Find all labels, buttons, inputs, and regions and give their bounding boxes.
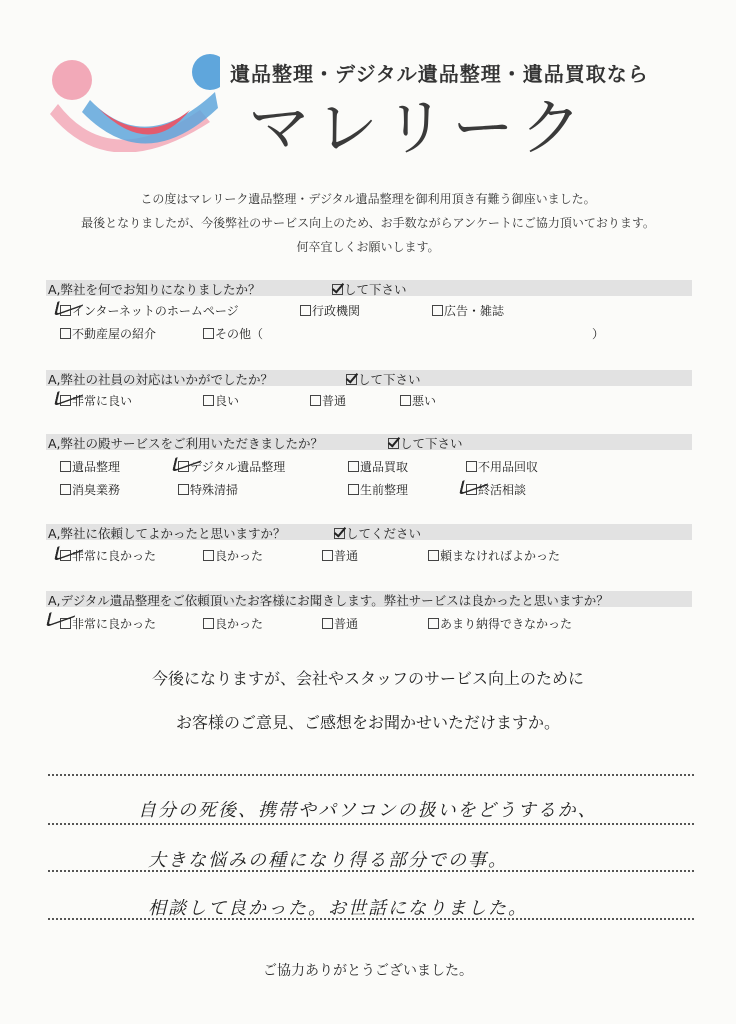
checkbox[interactable] <box>203 395 214 406</box>
checkbox[interactable] <box>428 618 439 629</box>
q3-option-pre-death[interactable]: 生前整理 <box>348 481 408 498</box>
q1-other-close: ） <box>592 327 605 341</box>
question-2-hint: して下さい <box>346 370 421 388</box>
q4-option-good[interactable]: 良かった <box>203 547 263 564</box>
brand-logo-icon <box>50 52 220 152</box>
ruled-line <box>48 870 694 872</box>
ruled-line <box>48 823 694 825</box>
checkbox[interactable] <box>428 550 439 561</box>
checkbox[interactable] <box>203 618 214 629</box>
feedback-prompt-line-2: お客様のご意見、ご感想をお聞かせいただけますか。 <box>175 713 560 732</box>
checkbox[interactable] <box>300 305 311 316</box>
checkbox[interactable] <box>178 484 189 495</box>
checkbox[interactable] <box>60 328 71 339</box>
checkbox[interactable] <box>432 305 443 316</box>
header-tagline: 遺品整理・デジタル遺品整理・遺品買取なら <box>230 62 649 86</box>
handwritten-comment-line-2: 大きな悩みの種になり得る部分での事。 <box>148 850 508 871</box>
q5-option-good[interactable]: 良かった <box>203 615 263 632</box>
checkbox[interactable] <box>400 395 411 406</box>
question-2-text: A,弊社の社員の対応はいかがでしたか？ <box>48 372 274 387</box>
q5-option-unsatisfied[interactable]: あまり納得できなかった <box>428 615 572 632</box>
q3-option-digital[interactable]: デジタル遺品整理 <box>178 458 285 475</box>
q3-option-special-cleaning[interactable]: 特殊清掃 <box>178 481 238 498</box>
intro-line-1: この度はマレリーク遺品整理・デジタル遺品整理を御利用頂き有難う御座いました。 <box>140 192 596 206</box>
ruled-line <box>48 918 694 920</box>
handwritten-comment-line-3: 相談して良かった。お世話になりました。 <box>148 898 528 919</box>
q2-option-normal[interactable]: 普通 <box>310 392 346 409</box>
hint-checkbox <box>332 284 343 295</box>
question-5-text: A,デジタル遺品整理をご依頼頂いたお客様にお聞きします。弊社サービスは良かったと思いますか？ <box>48 593 609 608</box>
hint-checkbox <box>346 374 357 385</box>
q1-option-advert[interactable]: 広告・雑誌 <box>432 302 504 319</box>
feedback-prompt-line-1: 今後になりますが、会社やスタッフのサービス向上のために <box>151 669 584 688</box>
q3-option-estate[interactable]: 遺品整理 <box>60 458 120 475</box>
logo-blue-swoosh <box>82 92 218 144</box>
question-1-hint: して下さい <box>332 280 407 298</box>
q4-option-very-good[interactable]: 非常に良かった <box>60 547 156 564</box>
q5-option-very-good[interactable]: 非常に良かった <box>60 615 156 632</box>
q3-option-buyback[interactable]: 遺品買取 <box>348 458 408 475</box>
q4-option-normal[interactable]: 普通 <box>322 547 358 564</box>
question-3-hint: して下さい <box>388 434 463 452</box>
intro-line-2: 最後となりましたが、今後弊社のサービス向上のため、お手数ながらアンケートにご協力頂いております。 <box>81 216 655 230</box>
checkbox[interactable] <box>203 328 214 339</box>
brand-name: マレリーク <box>248 91 589 164</box>
q2-option-very-good[interactable]: 非常に良い <box>60 392 132 409</box>
q5-option-normal[interactable]: 普通 <box>322 615 358 632</box>
question-4-text: A,弊社に依頼してよかったと思いますか？ <box>48 526 286 541</box>
checkbox[interactable] <box>322 550 333 561</box>
checkbox[interactable] <box>310 395 321 406</box>
checkbox[interactable] <box>466 461 477 472</box>
q1-option-realestate[interactable]: 不動産屋の紹介 <box>60 325 156 342</box>
q1-option-other[interactable]: その他（ <box>203 325 263 342</box>
question-3-text: A,弊社の殿サービスをご利用いただきましたか？ <box>48 436 324 451</box>
thank-you-text: ご協力ありがとうございました。 <box>263 963 473 979</box>
hint-checkbox <box>334 528 345 539</box>
checkbox[interactable] <box>322 618 333 629</box>
q4-option-regret[interactable]: 頼まなければよかった <box>428 547 560 564</box>
q2-option-bad[interactable]: 悪い <box>400 392 436 409</box>
hint-checkbox <box>388 438 399 449</box>
checkbox[interactable] <box>60 461 71 472</box>
checkbox[interactable] <box>203 550 214 561</box>
checkbox[interactable] <box>60 484 71 495</box>
question-1-text: A,弊社を何でお知りになりましたか？ <box>48 282 261 297</box>
q1-option-government[interactable]: 行政機関 <box>300 302 360 319</box>
question-4-hint: してください <box>334 524 421 542</box>
q2-option-good[interactable]: 良い <box>203 392 239 409</box>
handwritten-comment-line-1: 自分の死後、携帯やパソコンの扱いをどうするか、 <box>138 800 598 821</box>
q1-option-internet[interactable]: インターネットのホームページ <box>60 302 239 319</box>
intro-line-3: 何卒宜しくお願いします。 <box>296 240 440 254</box>
q3-option-junk[interactable]: 不用品回収 <box>466 458 538 475</box>
q3-option-end-of-life[interactable]: 終活相談 <box>466 481 526 498</box>
logo-blue-dot <box>192 54 220 90</box>
ruled-line <box>48 774 694 776</box>
checkbox[interactable] <box>348 461 359 472</box>
q3-option-deodorize[interactable]: 消臭業務 <box>60 481 120 498</box>
checkbox[interactable] <box>348 484 359 495</box>
logo-pink-dot <box>52 60 92 100</box>
